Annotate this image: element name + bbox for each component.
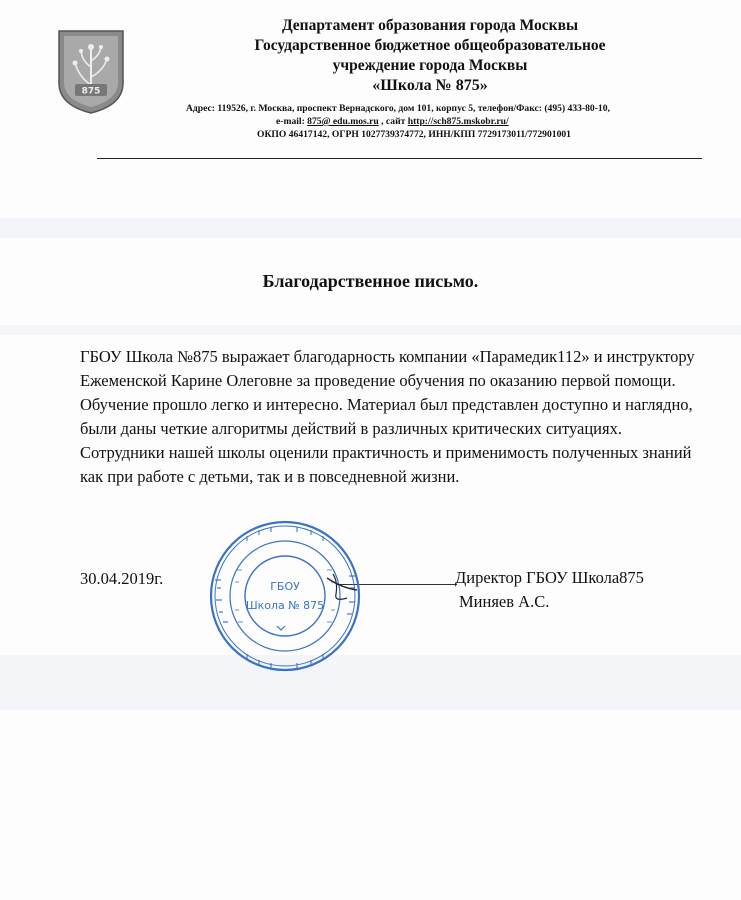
institution-name-line1: Государственное бюджетное общеобразовательное [254, 37, 606, 54]
header-divider [97, 158, 702, 159]
site-label: , сайт [378, 116, 408, 127]
scan-band [0, 655, 741, 710]
letter-date: 30.04.2019г. [80, 569, 164, 588]
email-label: e-mail: [276, 116, 308, 127]
department-name: Департамент образования города Москвы [281, 17, 579, 34]
letter-paragraph: ГБОУ Школа №875 выражает благодарность компании «Парамедик112» и инструктору Ежеменской Карине Олеговне за проведение обучения по оказанию первой помощи. [80, 347, 695, 390]
letter-title: Благодарственное письмо. [262, 271, 479, 291]
school-name: «Школа № 875» [372, 77, 488, 94]
svg-text:ГБОУ: ГБОУ [270, 580, 300, 593]
scan-band [0, 325, 741, 335]
signatory-position: Директор ГБОУ Школа875 [455, 568, 644, 587]
site-link: http://sch875.mskobr.ru/ [407, 116, 509, 127]
signatory [455, 566, 644, 614]
scan-band [0, 218, 741, 238]
email-link: 875@ edu.mos.ru [307, 116, 379, 127]
registration-codes: ОКПО 46417142, ОГРН 1027739374772, ИНН/КПП 7729173011/772901001 [257, 129, 571, 140]
letter-paragraph: Обучение прошло легко и интересно. Материал был представлен доступно и наглядно, были даны четкие алгоритмы действий в различных критических ситуациях. Сотрудники нашей школы оценили практичность и применимость полученных знаний как при работе с детьми, так и в повседневной жизни. [80, 395, 693, 486]
contacts-line [276, 115, 509, 129]
school-address: Адрес: 119526, г. Москва, проспект Вернадского, дом 101, корпус 5, телефон/Факс: (495) 433-80-10, [186, 103, 610, 114]
institution-name-line2: учреждение города Москвы [332, 57, 528, 74]
letter-body [80, 345, 710, 489]
school-emblem-icon [55, 25, 127, 115]
school-stamp-icon [207, 518, 363, 674]
svg-text:Школа № 875: Школа № 875 [245, 599, 325, 612]
signatory-name: Миняев А.С. [459, 592, 550, 611]
svg-text:875: 875 [81, 86, 101, 97]
school-header [150, 16, 710, 96]
